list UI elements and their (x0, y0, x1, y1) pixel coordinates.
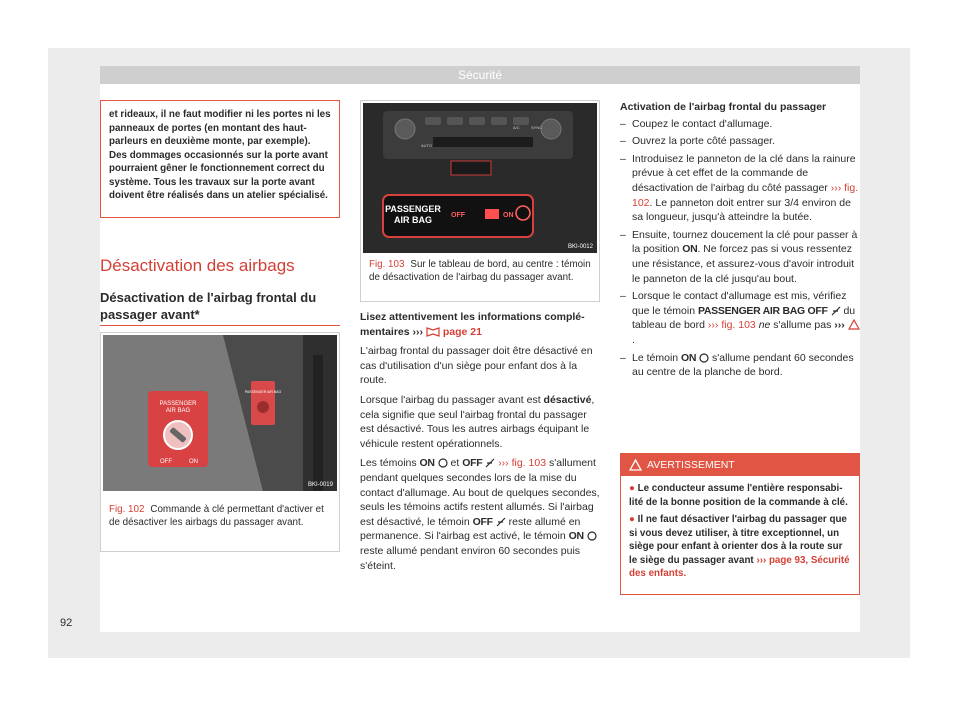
airbag-off-icon (496, 517, 506, 527)
step-3-start: Introduisez le panneton de la clé dans la rainure prévue à cet effet de la commande de désactivation de l'airbag du côté passager (632, 152, 856, 194)
read-more-paragraph (360, 310, 600, 339)
read-more-lead: Lisez attentivement les informations complémentaires (360, 311, 585, 338)
activation-steps (620, 117, 860, 380)
paragraph-3-middle-2: reste allumé en permanence. Si l'airbag est activé, le témoin (360, 515, 581, 543)
panel-on-text: ON (189, 459, 198, 465)
figure-102-caption (109, 503, 331, 529)
warning-continued-text: et rideaux, il ne faut modifier ni les portes ni les panneaux de portes (en montant des haut-parleurs en deuxième monte, par exemple). Des dommages occasionnés sur la porte avant pourraient gêner le fonctionnement correct du système. Tous les travaux sur la porte avant doivent être réalisés dans un atelier spécialisé. (109, 109, 331, 201)
panel-passenger-text: PASSENGER (385, 204, 441, 214)
caution-bullet-2-text: Il ne faut désactiver l'airbag du passager que si vous devez utiliser, à titre exceptionnel, un siège pour enfant à orienter dos à la route sur le siège du passager avant (629, 514, 847, 566)
paragraph-3-middle: s'allument pendant quelques secondes lors de la mise du contact d'allumage. Au bout de quelques secondes, seuls les témoins actifs restent allumés. Si l'airbag est désactivé, le témoin (360, 457, 600, 528)
figure-102-label: Fig. 102 (109, 504, 145, 515)
auto-button-text: AUTO (421, 143, 433, 148)
paragraph-2 (360, 393, 600, 451)
column-3-text (620, 100, 860, 383)
ac-button-text: A/C (513, 125, 520, 130)
step-4-end: . Ne forcez pas si vous ressentez une résistance, et assurez-vous d'avoir introduit le panneton de la clé jusqu'au bout. (632, 243, 855, 285)
figure-102 (100, 332, 340, 552)
airbag-key-switch-illustration (103, 335, 337, 491)
sync-button-text: SYNC (531, 125, 543, 130)
off-indicator-label: OFF (472, 515, 493, 528)
panel-off-text: OFF (160, 459, 172, 465)
list-item (620, 228, 860, 286)
airbag-on-icon (699, 353, 709, 363)
on-indicator-label: ON (568, 530, 584, 543)
paragraph-3 (360, 456, 600, 573)
panel-passenger-text: PASSENGER (159, 401, 197, 407)
paragraph-2-start: Lorsque l'airbag du passager avant est (360, 393, 541, 406)
caution-bullet-1: ● Le conducteur assume l'entière responsabilité de la bonne position de la commande à clé. (629, 483, 848, 508)
caution-bullet-1-text: Le conducteur assume l'entière responsabilité de la bonne position de la commande à clé. (629, 483, 848, 508)
figure-103-code: BKI-0012 (567, 244, 593, 250)
fig102-ref-link[interactable]: ››› fig. 102 (632, 181, 859, 209)
figure-103-label: Fig. 103 (369, 259, 405, 270)
fig103-ref-link[interactable]: ››› fig. 103 (498, 457, 547, 470)
paragraph-1: L'airbag frontal du passager doit être désactivé en cas d'utilisation d'un siège pour enfant dos à la route. (360, 345, 593, 387)
panel-off-text: OFF (451, 212, 465, 219)
list-item: – Ouvrez la porte côté passager. (620, 134, 860, 149)
page-number: 92 (60, 617, 73, 629)
paragraph-2-bold: désactivé (543, 393, 592, 406)
airbag-off-icon (831, 306, 841, 316)
panel-airbag-text: AIR BAG (394, 215, 432, 225)
figure-102-code: BKI-0019 (307, 482, 333, 488)
figure-103-photo (363, 103, 597, 253)
book-icon (426, 326, 440, 337)
section-subtitle: Désactivation de l'airbag frontal du passager avant* (100, 290, 317, 322)
caution-body (629, 482, 851, 585)
figure-103-caption (369, 258, 591, 284)
caution-title: AVERTISSEMENT (647, 459, 735, 471)
step-4-start: Ensuite, tournez doucement la clé pour passer à la position (632, 228, 858, 256)
fig103-ref-link[interactable]: ››› fig. 103 (707, 319, 756, 332)
step-6-start: Le témoin (632, 351, 679, 364)
off-indicator-label: OFF (462, 457, 483, 470)
door-panel-label: PASSENGER AIR BAG (244, 390, 282, 394)
activation-heading: Activation de l'airbag frontal du passager (620, 101, 827, 113)
warning-arrow: ››› (834, 319, 845, 332)
step-5-start: Lorsque le contact d'allumage est mis, vérifiez que le témoin (632, 290, 847, 317)
section-title: Désactivation des airbags (100, 256, 295, 275)
list-item: – Coupez le contact d'allumage. (620, 117, 860, 132)
column-2-text (360, 310, 600, 578)
header-title: Sécurité (457, 68, 503, 82)
caution-bullet-2: ● Il ne faut désactiver l'airbag du passager que si vous devez utiliser, à titre exceptionnel, un siège pour enfant à orienter dos à la route sur le siège du passager avant ››› page 93, Sécurité des enfants. (629, 514, 850, 579)
caution-box (620, 453, 860, 595)
on-position-label: ON (682, 243, 698, 256)
figure-103-caption-text: Sur le tableau de bord, au centre : témoin de désactivation de l'airbag du passager avant. (369, 259, 591, 283)
warning-continued-box (100, 100, 340, 218)
step-5-middle: du tableau de bord (632, 304, 856, 332)
read-more-page-link[interactable]: page 21 (442, 325, 482, 338)
step-3-end: . Le panneton doit entrer sur 3/4 environ de sa longueur, jusqu'à atteindre la butée. (632, 196, 851, 224)
airbag-off-icon (485, 458, 495, 468)
step-6-end: s'allume pendant 60 secondes au centre de la planche de bord. (632, 351, 854, 379)
airbag-on-icon (438, 458, 448, 468)
paragraph-3-end: reste allumé pendant environ 60 secondes puis s'éteint. (360, 544, 581, 572)
read-more-arrow: ››› (412, 325, 424, 338)
step-5-end: s'allume pas (773, 319, 832, 332)
caution-header (621, 454, 859, 476)
paragraph-2-end: , cela signifie que seul l'airbag frontal du passager est désactivé. Tous les autres airbags équipant le véhicule restent opérationnels. (360, 393, 595, 450)
et-word: et (450, 457, 460, 470)
panel-airbag-text: AIR BAG (165, 408, 191, 414)
on-indicator-label: ON (681, 351, 697, 364)
list-item (620, 152, 860, 225)
list-item (620, 351, 860, 380)
warning-triangle-icon (848, 319, 860, 330)
child-safety-ref-link[interactable]: ››› page 93, Sécurité des enfants. (629, 554, 850, 579)
list-item: – Lorsque le contact d'allumage est mis, vérifiez que le témoin PASSENGER AIR BAG OFF du tableau de bord ››› fig. 103 ne s'allume pas ››› . (620, 289, 860, 347)
warning-triangle-icon (629, 459, 642, 471)
figure-103 (360, 100, 600, 302)
paragraph-3-start: Les témoins (360, 457, 417, 470)
figure-102-photo (103, 335, 337, 491)
subtitle-rule (100, 325, 340, 326)
panel-on-text: ON (503, 212, 514, 219)
figure-102-caption-text: Commande à clé permettant d'activer et de désactiver les airbags du passager avant. (109, 504, 324, 528)
dashboard-illustration (363, 103, 597, 253)
step-5-ne: ne (758, 319, 771, 332)
passenger-airbag-off-label: PASSENGER AIR BAG OFF (697, 304, 828, 317)
on-indicator-label: ON (419, 457, 435, 470)
airbag-on-icon (587, 531, 597, 541)
